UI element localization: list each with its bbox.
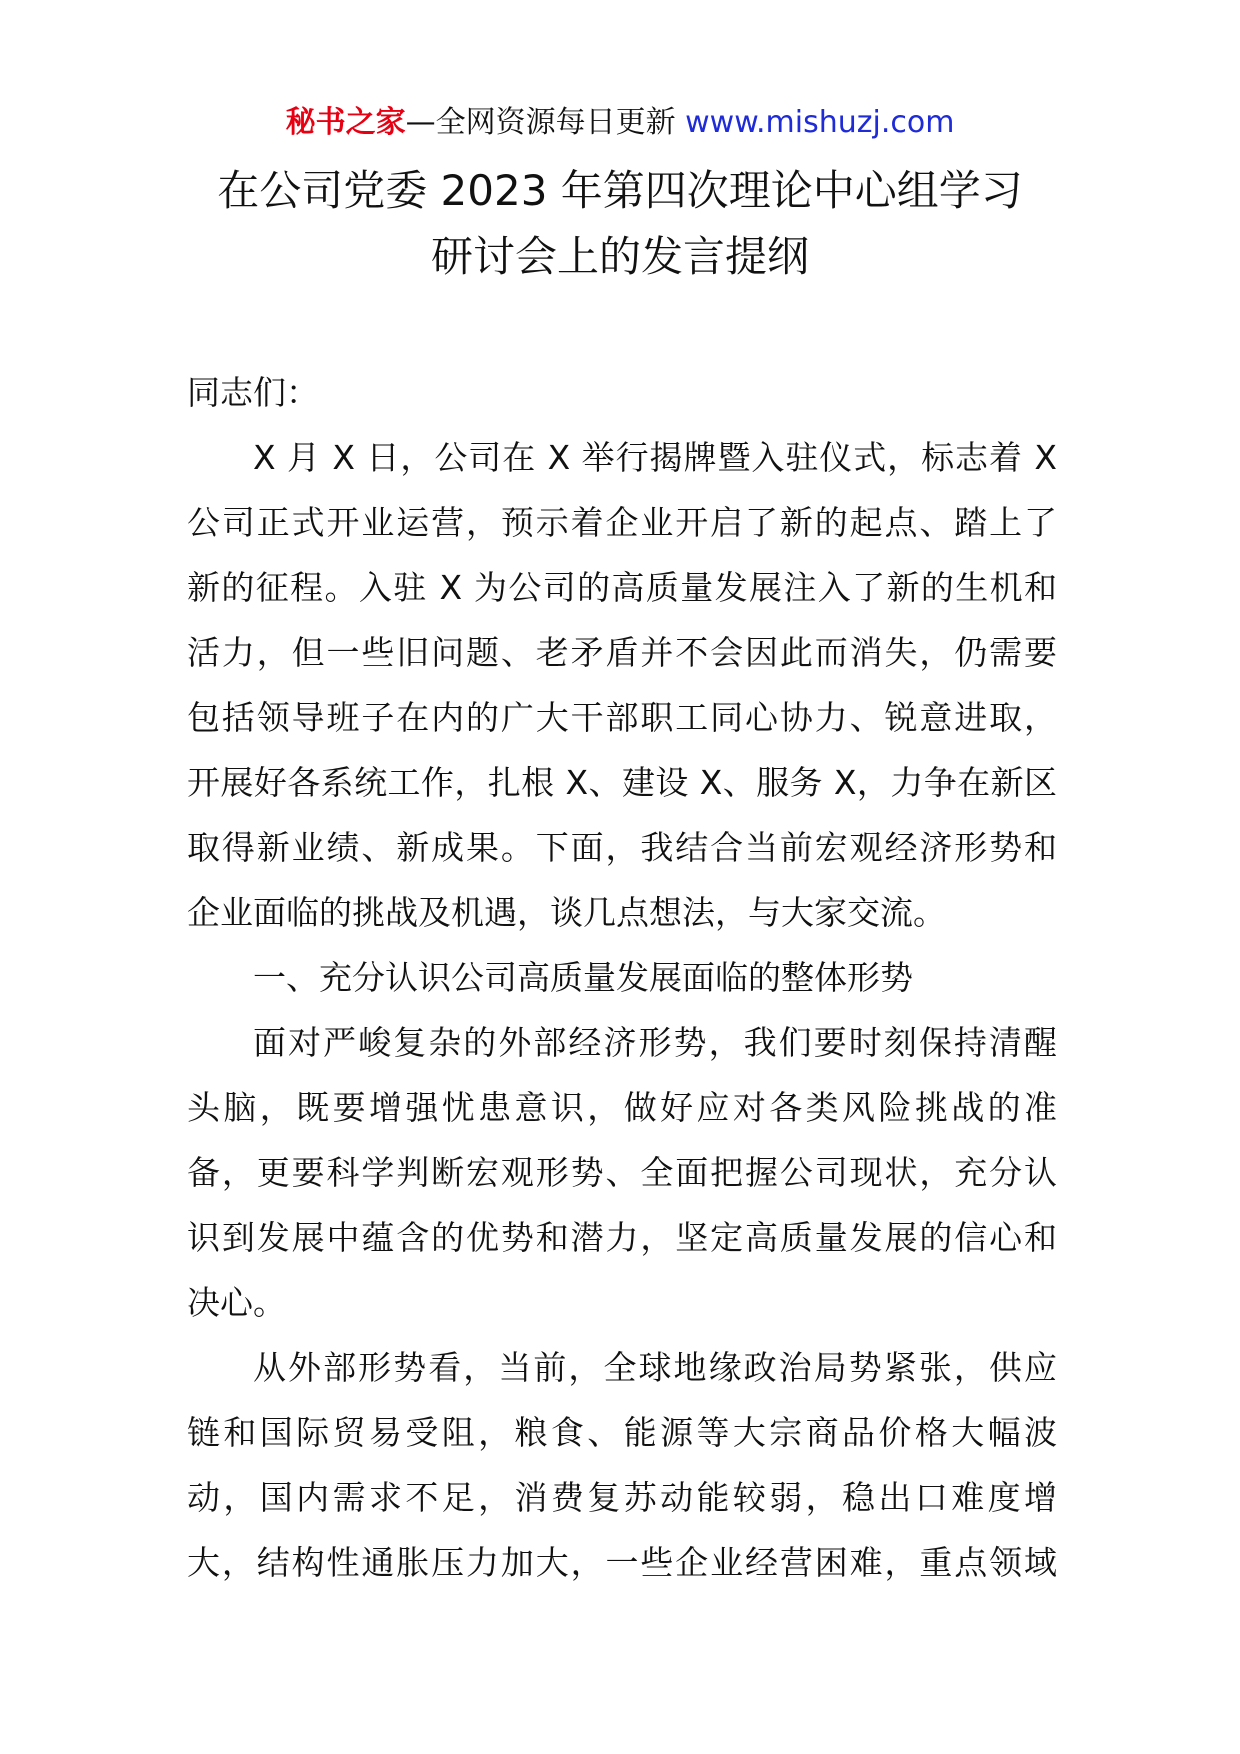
paragraph-line: 开展好各系统工作，扎根 X、建设 X、服务 X，力争在新区 bbox=[187, 763, 1057, 802]
paragraph-line: 新的征程。入驻 X 为公司的高质量发展注入了新的生机和 bbox=[187, 568, 1057, 607]
paragraph-line: 链和国际贸易受阻，粮食、能源等大宗商品价格大幅波 bbox=[187, 1413, 1057, 1452]
brand-name: 秘书之家 bbox=[285, 105, 406, 140]
salutation-text: 同志们： bbox=[187, 373, 319, 412]
document-body bbox=[187, 360, 1057, 1595]
banner-tagline: —全网资源每日更新 bbox=[405, 105, 676, 140]
paragraph-line: 动，国内需求不足，消费复苏动能较弱，稳出口难度增 bbox=[187, 1478, 1057, 1517]
paragraph-intro bbox=[187, 425, 1057, 945]
paragraph-line: 公司正式开业运营，预示着企业开启了新的起点、踏上了 bbox=[187, 503, 1057, 542]
paragraph-line: 企业面临的挑战及机遇，谈几点想法，与大家交流。 bbox=[187, 893, 946, 932]
section-heading bbox=[187, 945, 1057, 1010]
paragraph-line: X 月 X 日，公司在 X 举行揭牌暨入驻仪式，标志着 X bbox=[253, 438, 1057, 477]
paragraph-line: 识到发展中蕴含的优势和潜力，坚定高质量发展的信心和 bbox=[187, 1218, 1057, 1257]
paragraph-external bbox=[187, 1335, 1057, 1595]
site-url-link[interactable]: www.mishuzj.com bbox=[685, 105, 955, 140]
paragraph-line: 从外部形势看，当前，全球地缘政治局势紧张，供应 bbox=[253, 1348, 1057, 1387]
paragraph-line: 面对严峻复杂的外部经济形势，我们要时刻保持清醒 bbox=[253, 1023, 1057, 1062]
paragraph-line: 包括领导班子在内的广大干部职工同心协力、锐意进取， bbox=[187, 698, 1057, 737]
paragraph-line: 备，更要科学判断宏观形势、全面把握公司现状，充分认 bbox=[187, 1153, 1057, 1192]
paragraph-situation bbox=[187, 1010, 1057, 1335]
title-line-1: 在公司党委 2023 年第四次理论中心组学习 bbox=[217, 166, 1023, 215]
paragraph-line: 头脑，既要增强忧患意识，做好应对各类风险挑战的准 bbox=[187, 1088, 1057, 1127]
paragraph-line: 决心。 bbox=[187, 1283, 286, 1322]
paragraph-line: 大，结构性通胀压力加大，一些企业经营困难，重点领域 bbox=[187, 1543, 1057, 1582]
paragraph-line: 取得新业绩、新成果。下面，我结合当前宏观经济形势和 bbox=[187, 828, 1057, 867]
section-heading-text: 一、充分认识公司高质量发展面临的整体形势 bbox=[253, 958, 913, 997]
salutation bbox=[187, 360, 1057, 425]
paragraph-line: 活力，但一些旧问题、老矛盾并不会因此而消失，仍需要 bbox=[187, 633, 1057, 672]
title-line-2: 研讨会上的发言提纲 bbox=[430, 232, 809, 281]
document-title bbox=[150, 158, 1090, 290]
site-banner bbox=[0, 102, 1240, 144]
